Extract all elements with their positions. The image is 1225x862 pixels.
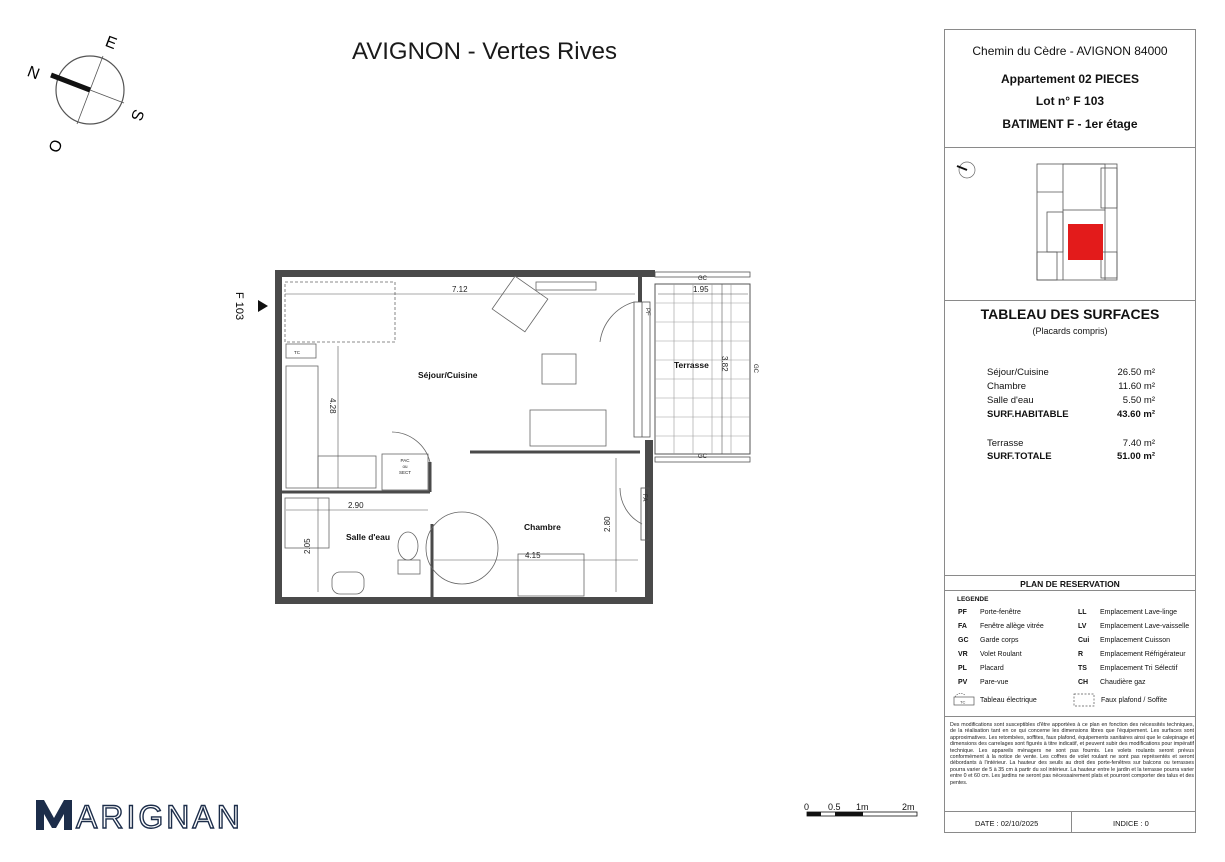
footer-index: INDICE : 0	[1113, 819, 1149, 828]
reservation-title: PLAN DE RESERVATION	[1020, 579, 1120, 589]
legend-item-electrical	[980, 697, 1037, 707]
exterior-walls	[275, 270, 655, 604]
scale-label-2m: 2m	[902, 802, 915, 812]
building-floor: BATIMENT F - 1er étage	[1002, 117, 1138, 131]
pac-label-1: PAC	[400, 458, 410, 463]
dim-1-95: 1.95	[693, 285, 709, 294]
legend-text: Fenêtre allège vitrée	[980, 623, 1044, 630]
surfaces-title: TABLEAU DES SURFACES	[980, 306, 1160, 322]
code-gc-bottom: GC	[698, 454, 707, 460]
code-fa: FA	[641, 494, 647, 502]
legend-code: PL	[958, 665, 967, 672]
legend-text: Emplacement Tri Sélectif	[1100, 665, 1178, 672]
footer-divider	[1071, 811, 1072, 833]
surface-value: 51.00 m²	[1116, 451, 1155, 462]
legend-item	[1078, 623, 1189, 633]
legend-text: Emplacement Réfrigérateur	[1100, 651, 1186, 658]
dimension-lines	[285, 284, 748, 592]
dim-2-90: 2.90	[348, 501, 364, 510]
legend-code: TS	[1078, 665, 1087, 672]
floor-plan	[230, 262, 770, 612]
legend-item	[958, 609, 1021, 619]
lot-number: Lot n° F 103	[1035, 94, 1105, 108]
legend-code: LL	[1078, 609, 1087, 616]
legend-item	[1078, 665, 1177, 675]
key-plan	[951, 152, 1191, 292]
legend-text: Volet Roulant	[980, 651, 1022, 658]
surface-value: 11.60 m²	[1118, 381, 1155, 392]
legend-text: Emplacement Lave-linge	[1100, 609, 1178, 616]
scale-label-05: 0.5	[828, 802, 841, 812]
info-panel	[944, 29, 1196, 833]
legend-item	[958, 623, 1044, 633]
apartment-type: Appartement 02 PIECES	[1000, 72, 1140, 86]
surface-value: 5.50 m²	[1122, 395, 1155, 406]
furniture	[285, 276, 642, 596]
legend-item-ceiling	[1101, 697, 1167, 707]
dim-4-28: 4.28	[328, 398, 337, 414]
room-label-chambre: Chambre	[524, 522, 561, 532]
room-label-sejour: Séjour/Cuisine	[418, 370, 478, 380]
code-gc-top: GC	[698, 276, 707, 282]
code-gc-right: GC	[752, 364, 758, 373]
room-label-sdb: Salle d'eau	[346, 532, 391, 542]
legend-code: Cui	[1078, 637, 1090, 644]
legend-code: R	[1078, 651, 1084, 658]
surface-value: 43.60 m²	[1116, 409, 1155, 420]
disclaimer-text: Des modifications sont susceptibles d'être apportées à ce plan en fonction des nécessités techniques, de la réalisation tant en ce qui concerne les dimensions libres que l'équipement. Les surfaces sont approximatives. Les retombées, soffites, faux plafond, équipements sanitaires ainsi que le calepinage et dimensions des carrelages sont figurés à titre indicatif, et peuvent subir des modifications pour impératif technique. Les appareils ménagers ne sont pas fournis. Les volets roulants seront prévus conformément à la notice de vente. Les coffres de volet roulant ne sont pas représentés et seront débordants à l'intérieur. La hauteur des seuils au droit des porte-fenêtres sur balcons ou terrasses pourra varier de 5 à 35 cm à partir du sol intérieur. La hauteur entre le jardin et la terrasse pourra varier entre 0 et 60 cm. Les jardins ne seront pas nécessairement plats et pourront comporter des talus et des pentes.	[950, 722, 1194, 786]
code-pf: PF	[644, 308, 650, 316]
legend-title: LEGENDE	[957, 596, 989, 603]
scale-label-1m: 1m	[856, 802, 869, 812]
electrical-panel-icon	[953, 691, 975, 707]
legend-code: CH	[1078, 679, 1089, 686]
legend-item	[1078, 609, 1177, 619]
surface-label: Salle d'eau	[987, 395, 1034, 406]
legend-code: PF	[958, 609, 967, 616]
compass-icon	[20, 28, 160, 168]
divider	[945, 716, 1195, 717]
surface-row-total	[987, 451, 1155, 464]
legend-text: Tableau électrique	[980, 697, 1037, 704]
surface-row	[987, 438, 1155, 451]
compass-north: N	[24, 63, 42, 84]
legend-code: VR	[958, 651, 968, 658]
electrical-panel-code: TC	[960, 699, 966, 705]
divider	[945, 300, 1195, 301]
legend-item	[1078, 651, 1186, 661]
footer-date: DATE : 02/10/2025	[975, 819, 1039, 828]
surface-row	[987, 367, 1155, 380]
legend-item	[958, 651, 1022, 661]
legend-text: Porte-fenêtre	[980, 609, 1021, 616]
legend-text: Faux plafond / Soffite	[1101, 697, 1168, 704]
interior-walls	[282, 452, 640, 597]
dim-4-15: 4.15	[525, 551, 541, 560]
surface-value: 7.40 m²	[1122, 438, 1155, 449]
divider	[945, 147, 1195, 148]
compass-east: E	[102, 33, 119, 54]
surface-label: Terrasse	[987, 438, 1024, 449]
code-tc: TC	[294, 350, 300, 355]
legend-code: LV	[1078, 623, 1087, 630]
plan-title: AVIGNON - Vertes Rives	[352, 38, 617, 65]
legend-text: Garde corps	[980, 637, 1019, 644]
legend-text: Chaudière gaz	[1100, 679, 1146, 686]
surface-row	[987, 381, 1155, 394]
pac-label-3: SECT	[398, 470, 412, 475]
surface-label: SURF.HABITABLE	[987, 409, 1069, 420]
dim-3-82: 3.82	[720, 356, 729, 372]
legend-item	[958, 637, 1019, 647]
divider	[945, 590, 1195, 591]
dim-2-05: 2.05	[303, 538, 312, 554]
surface-row-total	[987, 409, 1155, 422]
legend-item	[958, 679, 1008, 689]
compass-west: O	[44, 136, 65, 155]
logo-text: ARIGNAN	[76, 799, 243, 832]
lot-highlight	[1068, 224, 1103, 260]
scale-label-0: 0	[804, 802, 810, 812]
scale-bar	[800, 800, 925, 830]
lot-marker-arrow	[258, 300, 268, 312]
legend-text: Pare-vue	[980, 679, 1009, 686]
room-label-terrasse: Terrasse	[674, 360, 709, 370]
legend-text: Emplacement Lave-vaisselle	[1100, 623, 1190, 630]
surfaces-subtitle: (Placards compris)	[1032, 326, 1108, 336]
legend-code: FA	[958, 623, 967, 630]
pac-label-2: ou	[402, 464, 408, 469]
legend-item	[1078, 637, 1170, 647]
surface-label: Chambre	[987, 381, 1027, 392]
legend-code: PV	[958, 679, 968, 686]
address: Chemin du Cèdre - AVIGNON 84000	[972, 44, 1168, 58]
divider	[945, 575, 1195, 576]
surface-label: SURF.TOTALE	[987, 451, 1052, 462]
lot-marker-label: F 103	[233, 292, 245, 321]
marignan-logo	[34, 796, 244, 832]
surface-label: Séjour/Cuisine	[987, 367, 1049, 378]
surface-row	[987, 395, 1155, 408]
false-ceiling-icon	[1073, 693, 1095, 707]
legend-text: Emplacement Cuisson	[1100, 637, 1171, 644]
legend-code: GC	[958, 637, 969, 644]
dim-7-12: 7.12	[452, 285, 468, 294]
legend-item	[958, 665, 1004, 675]
legend-item	[1078, 679, 1146, 689]
dim-2-80: 2.80	[603, 516, 612, 532]
surface-value: 26.50 m²	[1117, 367, 1155, 378]
legend-text: Placard	[980, 665, 1004, 672]
divider	[945, 811, 1195, 812]
compass-south: S	[126, 106, 147, 123]
